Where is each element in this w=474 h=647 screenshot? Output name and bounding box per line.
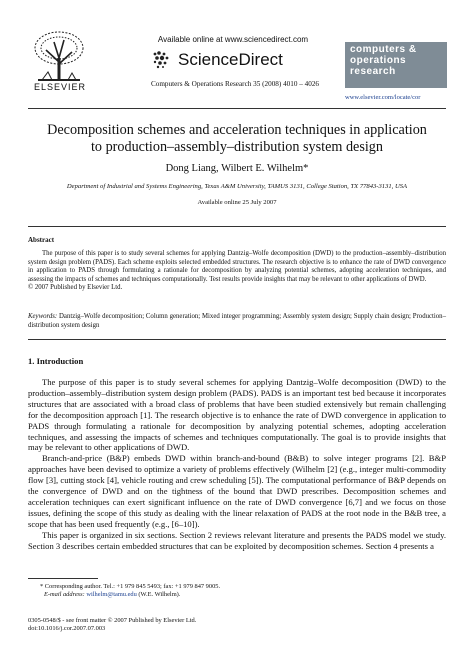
footnote-email-label: E-mail address: <box>44 591 85 598</box>
footnote-divider <box>28 578 98 579</box>
author-email-link[interactable]: wilhelm@tamu.edu <box>86 591 137 598</box>
publisher-name: ELSEVIER <box>33 82 87 92</box>
sciencedirect-wordmark: ScienceDirect <box>178 50 283 69</box>
abstract-bottom-divider <box>28 339 446 340</box>
footer-issn: 0305-0548/$ - see front matter © 2007 Published by Elsevier Ltd. <box>28 617 197 624</box>
abstract-body: The purpose of this paper is to study several schemes for applying Dantzig–Wolfe decomposition (DWD) to the production–assembly–distribution system design problem (PADS). Each scheme exploits selected embedded structures. The research objective is to enhance the rate of DWD convergence in application to PADS through formulating a rationale for decomposition by analyzing potential schemes, adopting acceleration techniques, and assessing the impacts of schemes and techniques computationally. Test results provide insights that may be relevant to other applications of DWD. <box>28 250 446 283</box>
journal-logo-line3: research <box>350 66 396 77</box>
elsevier-tree-logo <box>28 28 90 90</box>
title-line-2: to production–assembly–distribution system design <box>90 139 383 155</box>
sciencedirect-dots-icon <box>152 50 174 70</box>
journal-reference: Computers & Operations Research 35 (2008) 4010 – 4026 <box>150 80 320 88</box>
affiliation: Department of Industrial and Systems Engineering, Texas A&M University, TAMUS 3131, College Station, TX 77843-3131, USA <box>66 183 408 190</box>
title-line-1: Decomposition schemes and acceleration techniques in application <box>47 122 427 138</box>
footer <box>28 617 196 633</box>
journal-url-link[interactable]: www.elsevier.com/locate/cor <box>345 94 421 101</box>
footer-doi: doi:10.1016/j.cor.2007.07.003 <box>28 625 106 632</box>
introduction-body <box>28 377 446 552</box>
introduction-paragraph-2: Branch-and-price (B&P) embeds DWD within branch-and-bound (B&B) to solve integer programs [2]. B&P approaches have been devised to optimize a variety of problems effectively (Wilhelm [2] (e.g., integer multi-commodity flow [3], cutting stock [4], vehicle routing and crew scheduling [5]). The computational performance of B&P depends on the convergence of DWD and on the tightness of the bound that DWD prescribes. Decomposition schemes and acceleration techniques can exert significant influence on the rate of DWD convergence [6,7] and we focus on those issues, defining the scope of this study as dealing with the linear relaxation of PADS at the root node in the B&B tree, a scope that has been used frequently (e.g., [6–10]). <box>28 453 446 529</box>
footnote-email-line <box>40 591 220 599</box>
journal-logo-line1: computers & <box>350 44 417 55</box>
abstract-top-divider <box>28 226 446 227</box>
authors: Dong Liang, Wilbert E. Wilhelm* <box>165 163 309 174</box>
abstract-text <box>28 250 446 293</box>
journal-logo <box>345 42 447 88</box>
article-title <box>0 122 474 156</box>
header-divider <box>28 108 446 109</box>
introduction-paragraph-3: This paper is organized in six sections. Section 2 reviews relevant literature and presents the PADS model we study. Section 3 describes certain embedded structures that can be exploited by decomposition schemes. Section 4 presents a <box>28 529 446 551</box>
introduction-heading: 1. Introduction <box>28 356 84 366</box>
footnote-email-suffix: (W.E. Wilhelm). <box>138 591 181 598</box>
available-online-banner: Available online at www.sciencedirect.com <box>157 35 309 44</box>
available-online-date: Available online 25 July 2007 <box>197 199 277 206</box>
keywords-label: Keywords: <box>28 313 58 320</box>
keywords-text: Dantzig–Wolfe decomposition; Column generation; Mixed integer programming; Assembly system design; Supply chain design; Production–distribution system design <box>28 313 446 329</box>
sciencedirect-logo <box>152 48 322 72</box>
abstract-heading: Abstract <box>28 236 55 244</box>
footnote-corresponding: * Corresponding author. Tel.: +1 979 845 5493; fax: +1 979 847 9005. <box>40 583 221 590</box>
footnote <box>40 583 220 599</box>
introduction-paragraph-1: The purpose of this paper is to study several schemes for applying Dantzig–Wolfe decomposition (DWD) to the production–assembly–distribution system design problem (PADS). PADS is an important test bed because it incorporates structures that are associated with a broad class of problems that have been studied extensively but remain challenging for the decomposition approach [1]. The research objective is to enhance the rate of DWD convergence in application to PADS through formulating a rationale for decomposition by analyzing potential schemes, adopting acceleration techniques, and assessing the impacts of schemes and techniques computationally. The goal is to provide insights that may be relevant to other applications of DWD. <box>28 377 446 453</box>
journal-logo-line2: operations <box>350 55 407 66</box>
keywords <box>28 313 446 330</box>
abstract-copyright: © 2007 Published by Elsevier Ltd. <box>28 284 123 292</box>
